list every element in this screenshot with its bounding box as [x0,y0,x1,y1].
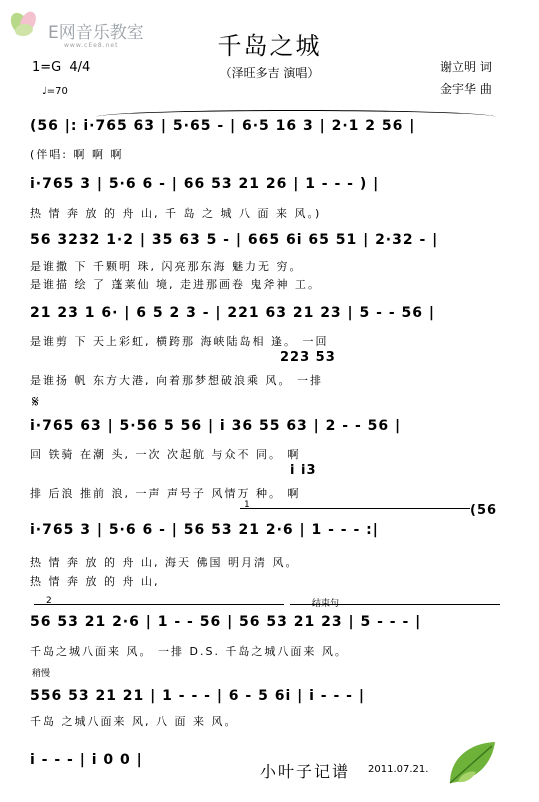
lyricist-credit: 谢立明 词 [440,60,492,74]
notes-system-10: 556 53 21 21 | 1 - - - | 6 - 5 6i | i - - - | [30,688,365,704]
volta-bracket [34,604,284,605]
volta-tail: (56 [470,503,498,518]
time-signature: 4/4 [69,60,91,75]
notes-system-2: i·765 3 | 5·6 6 - | 66 53 21 26 | 1 - - - ) | [30,176,380,192]
notes-system-11: i - - - | i 0 0 | [30,752,143,768]
watermark-site-name: E网音乐教室 [48,23,144,43]
volta-bracket [240,508,470,509]
lyric-line: 排 后浪 推前 浪, 一声 声号子 风情万 种。 啊 [30,487,301,500]
lyric-line: 千岛 之城八面来 风, 八 面 来 风。 [30,715,238,728]
lyric-line: 热 情 奔 放 的 舟 山, [30,575,160,588]
notes-system-8: i·765 3 | 5·6 6 - | 56 53 21 2·6 | 1 - - - :| [30,522,379,538]
volta-number: 2 [46,596,52,606]
lyric-line: (伴唱: 啊 啊 啊 [30,148,124,161]
key-signature [32,60,90,75]
song-subtitle: （泽旺多吉 演唱） [219,66,320,80]
lyric-line: 是谁扬 帆 东方大港, 向着那梦想破浪乘 风。 一排 [30,374,323,387]
composer-credit: 金宇华 曲 [440,82,492,96]
key-label: 1=G [32,60,62,75]
lyric-line: 是谁剪 下 天上彩虹, 横跨那 海峡陆岛相 逢。 一回 [30,335,329,348]
song-title: 千岛之城 [217,32,322,60]
leaf-decoration-icon [440,738,500,788]
notes-system-6: i·765 63 | 5·56 5 56 | i 36 55 63 | 2 - - 56 | [30,418,402,434]
tempo-mark: ♩=70 [42,86,68,97]
notes-system-9: 56 53 21 2·6 | 1 - - 56 | 56 53 21 23 | 5 - - - | [30,614,422,630]
notes-system-1: (56 |: i·765 63 | 5·65 - | 6·5 16 3 | 2·1 2 56 | [30,118,416,134]
volta-number: 1 [244,500,250,510]
lyric-line: 是谁描 绘 了 蓬莱仙 境, 走进那画卷 鬼斧神 工。 [30,278,321,291]
ending-label: 结束句 [312,599,340,609]
phrase-slur [96,110,496,117]
segno-sign-icon: 𝄋 [32,392,39,411]
alt-notes: i i3 [290,463,317,478]
notes-system-3: 56 3232 1·2 | 35 63 5 - | 665 6i 65 51 | 2·32 - | [30,232,439,248]
watermark-url: www.cEe8.net [64,42,119,49]
tempo-change-mark: 稍慢 [32,669,51,679]
lyric-line: 千岛之城八面来 风。 一排 D.S. 千岛之城八面来 风。 [30,645,348,658]
lyric-line: 是谁撒 下 千颗明 珠, 闪亮那东海 魅力无 穷。 [30,260,303,273]
notes-system-4: 21 23 1 6· | 6 5 2 3 - | 221 63 21 23 | 5 - - 56 | [30,305,435,321]
transcriber-signature: 小叶子记谱 [260,762,351,781]
lyric-line: 热 情 奔 放 的 舟 山, 千 岛 之 城 八 面 来 风。) [30,207,322,220]
alt-notes: 223 53 [280,350,336,365]
lyric-line: 回 铁骑 在潮 头, 一次 次起航 与众不 同。 啊 [30,448,301,461]
transcription-date: 2011.07.21. [368,764,429,775]
lyric-line: 热 情 奔 放 的 舟 山, 海天 佛国 明月清 风。 [30,556,299,569]
